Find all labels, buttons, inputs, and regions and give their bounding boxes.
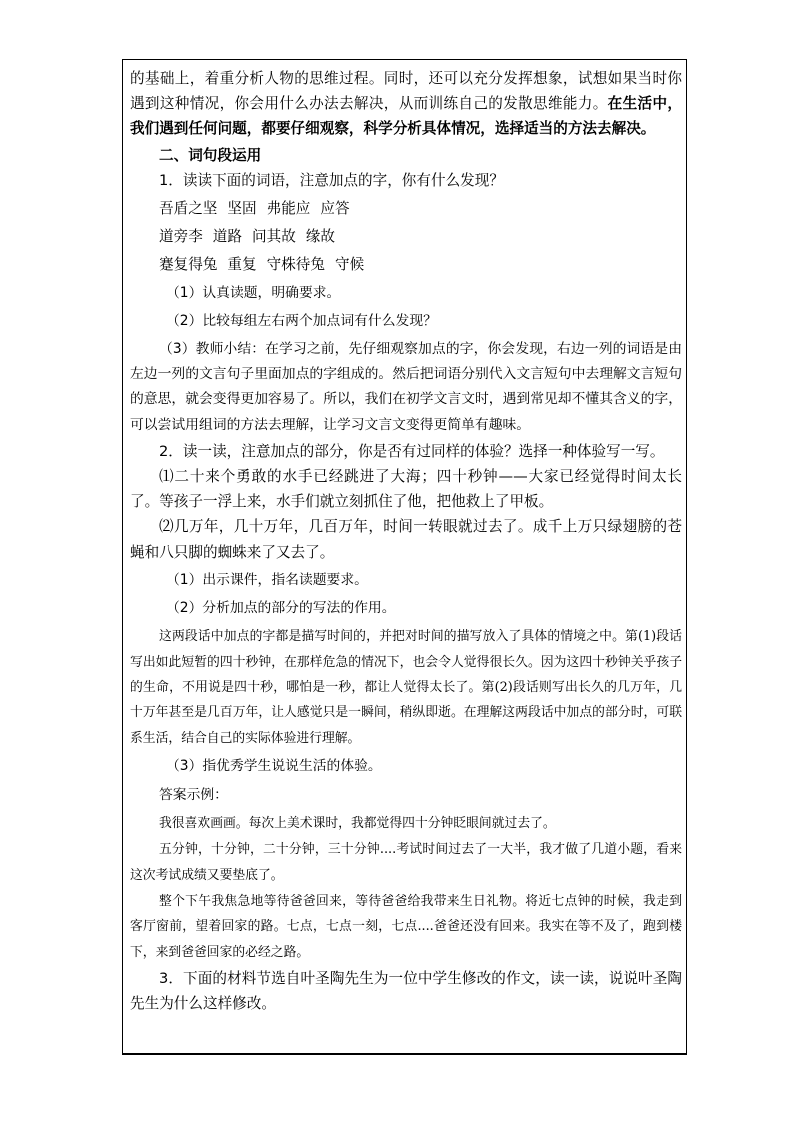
q2-title: 2．读一读，注意加点的部分，你是否有过同样的体验？选择一种体验写一写。 — [159, 442, 665, 460]
word-2-4: 缘故 — [305, 228, 335, 246]
answer-example-1: 我很喜欢画画。每次上美术课时，我都觉得四十分钟眨眼间就过去了。 — [159, 815, 556, 831]
word-1-3: 弗能应 — [266, 200, 311, 218]
word-1-1: 吾盾之坚 — [159, 200, 218, 218]
section-title: 二、词句段运用 — [159, 146, 262, 164]
word-3-2: 重复 — [227, 256, 257, 274]
intro-paragraph — [130, 66, 682, 142]
intro-text: 的基础上，着重分析人物的思维过程。同时，还可以充分发挥想象，试想如果当时你遇到这种情况，你会用什么办法去解决，从而训练自己的发散思维能力。 — [130, 70, 682, 113]
word-group-2 — [130, 224, 682, 249]
q1-step-3: （3）教师小结：在学习之前，先仔细观察加点的字，你会发现，右边一列的词语是由左边一列的文言句子里面加点的字组成的。然后把词语分别代入文言短句中去理解文言短句的意思，就会变得更加容易了。所以，我们在初学文言文时，遇到常见却不懂其含义的字，可以尝试用组词的方法去理解，让学习文言文变得更简单有趣味。 — [130, 341, 682, 433]
q2-analysis: 这两段话中加点的字都是描写时间的，并把对时间的描写放入了具体的情境之中。第(1)段话写出如此短暂的四十秒钟，在那样危急的情况下，也会令人觉得很长久。因为这四十秒钟关乎孩子的生命，不用说是四十秒，哪怕是一秒，都让人觉得太长了。第(2)段话则写出长久的几万年，几十万年甚至是几百万年，让人感觉只是一瞬间，稍纵即逝。在理解这两段话中加点的部分时，可联系生活，结合自己的实际体验进行理解。 — [130, 629, 682, 746]
answer-example-2: 五分钟，十分钟，二十分钟，三十分钟....考试时间过去了一大半，我才做了几道小题，看来这次考试成绩又要垫底了。 — [130, 842, 682, 883]
q2-step-3: （3）指优秀学生说说生活的体验。 — [166, 758, 382, 775]
word-1-4: 应答 — [320, 200, 350, 218]
word-3-1: 蹇复得兔 — [159, 256, 218, 274]
word-1-2: 坚固 — [227, 200, 257, 218]
lesson-content — [130, 66, 682, 1017]
word-group-3 — [130, 252, 682, 277]
word-2-3: 问其故 — [252, 228, 296, 246]
word-2-2: 道路 — [212, 228, 242, 246]
word-3-3: 守株待兔 — [266, 256, 325, 274]
q1-step-2: （2）比较每组左右两个加点词有什么发现？ — [166, 312, 437, 329]
word-group-1 — [130, 196, 682, 221]
q2-step-2: （2）分析加点的部分的写法的作用。 — [166, 600, 396, 617]
q3-title: 3．下面的材料节选自叶圣陶先生为一位中学生修改的作文，读一读，说说叶圣陶先生为什么这样修改。 — [130, 970, 682, 1013]
answer-label: 答案示例： — [159, 786, 228, 803]
answer-example-3: 整个下午我焦急地等待爸爸回来，等待爸爸给我带来生日礼物。将近七点钟的时候，我走到客厅窗前，望着回家的路。七点，七点一刻，七点....爸爸还没有回来。我实在等不及了，跑到楼下，来到爸爸回家的必经之路。 — [130, 893, 682, 960]
intro-bold-text: 在生活中，我们遇到任何问题，都要仔细观察，科学分析具体情况，选择适当的方法去解决。 — [130, 95, 682, 138]
word-2-1: 道旁李 — [159, 228, 203, 246]
table-bottom-rule — [123, 1053, 686, 1054]
q2-passage-2: ⑵几万年，几十万年，几百万年，时间一转眼就过去了。成千上万只绿翅膀的苍蝇和八只脚的蜘蛛来了又去了。 — [130, 518, 682, 561]
q1-step-1: （1）认真读题，明确要求。 — [166, 284, 341, 301]
q2-passage-1: ⑴二十来个勇敢的水手已经跳进了大海；四十秒钟——大家已经觉得时间太长了。等孩子一浮上来，水手们就立刻抓住了他，把他救上了甲板。 — [130, 468, 682, 511]
q1-title: 1．读读下面的词语，注意加点的字，你有什么发现？ — [159, 171, 504, 189]
q2-step-1: （1）出示课件，指名读题要求。 — [166, 571, 368, 588]
word-3-4: 守候 — [334, 256, 365, 274]
